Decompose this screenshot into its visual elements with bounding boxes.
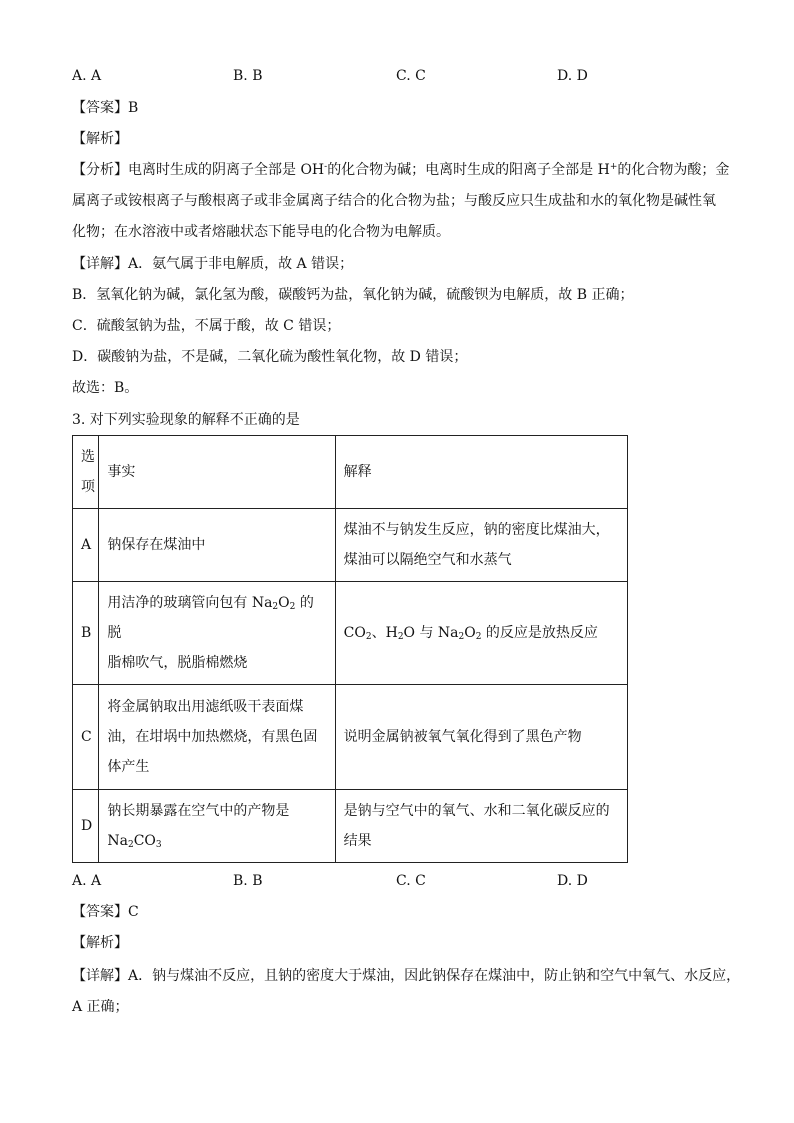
detail-line-1: 【详解】A．氨气属于非电解质，故 A 错误； [72,256,354,272]
option-d: D. D [557,68,588,84]
answer-line: 【答案】B [72,100,139,116]
question-table [72,435,628,863]
table-row-a [73,509,628,582]
table-row-c [73,685,628,790]
option-b: B. B [233,68,263,84]
detail-line-4: D．碳酸钠为盐，不是碱，二氧化硫为酸性氧化物，故 D 错误； [72,349,468,365]
header-fact: 事实 [99,436,335,509]
conclusion-line: 故选：B。 [72,380,139,396]
question-3-stem: 3. 对下列实验现象的解释不正确的是 [72,412,300,428]
row-d-option: D [73,790,99,863]
option-d-2: D. D [557,873,588,889]
detail-line-3: C．硫酸氢钠为盐，不属于酸，故 C 错误； [72,318,341,334]
row-a-explanation: 煤油不与钠发生反应，钠的密度比煤油大， 煤油可以隔绝空气和水蒸气 [335,509,627,582]
row-d-fact: 钠长期暴露在空气中的产物是 $Na_2CO_3$ [99,790,335,863]
analysis-label: 【解析】 [72,131,128,147]
analysis-line-1: 【分析】电离时生成的阴离子全部是 OH-的化合物为碱；电离时生成的阳离子全部是 H+的化合物为酸；金 [72,162,730,178]
option-b-2: B. B [233,873,263,889]
row-b-option: B [73,582,99,685]
row-a-fact: 钠保存在煤油中 [99,509,335,582]
detail-3-line-1: 【详解】A．钠与煤油不反应，且钠的密度大于煤油，因此钠保存在煤油中，防止钠和空气中氧气、水反应， [72,968,741,984]
option-c-2: C. C [396,873,426,889]
analysis-line-3: 化物；在水溶液中或者熔融状态下能导电的化合物为电解质。 [72,224,450,240]
table-row-d [73,790,628,863]
table-row-b [73,582,628,685]
row-a-option: A [73,509,99,582]
option-a-2: A. A [72,873,102,889]
table-header-row [73,436,628,509]
detail-3-line-2: A 正确； [72,999,129,1015]
answer-line-3: 【答案】C [72,904,139,920]
row-c-fact: 将金属钠取出用滤纸吸干表面煤 油，在坩埚中加热燃烧，有黑色固 体产生 [99,685,335,790]
row-c-explanation: 说明金属钠被氧气氧化得到了黑色产物 [335,685,627,790]
analysis-line-2: 属离子或铵根离子与酸根离子或非金属离子结合的化合物为盐；与酸反应只生成盐和水的氧化物是碱性氧 [72,193,716,209]
header-explanation: 解释 [335,436,627,509]
row-d-explanation: 是钠与空气中的氧气、水和二氧化碳反应的 结果 [335,790,627,863]
option-c: C. C [396,68,426,84]
row-c-option: C [73,685,99,790]
option-a: A. A [72,68,102,84]
detail-line-2: B．氢氧化钠为碱，氯化氢为酸，碳酸钙为盐，氧化钠为碱，硫酸钡为电解质，故 B 正确； [72,287,634,303]
header-option: 选 项 [73,436,99,509]
row-b-fact: 用洁净的玻璃管向包有 $Na_2O_2$ 的脱 脂棉吹气，脱脂棉燃烧 [99,582,335,685]
analysis-label-3: 【解析】 [72,935,128,951]
row-b-explanation: $CO_2$、$H_2O$ 与 $Na_2O_2$ 的反应是放热反应 [335,582,627,685]
